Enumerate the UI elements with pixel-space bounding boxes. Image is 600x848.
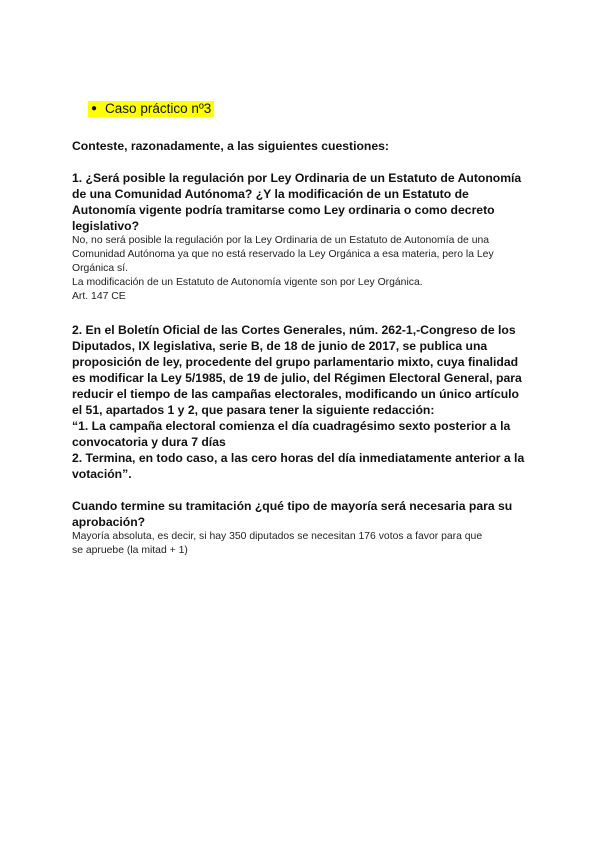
q1-line: Autonomía vigente podría tramitarse como Ley ordinaria o como decreto — [72, 203, 495, 217]
q1-answer-line: No, no será posible la regulación por la Ley Ordinaria de un Estatuto de Autonomía de una — [72, 235, 490, 246]
q1-line: de una Comunidad Autónoma? ¿Y la modificación de un Estatuto de — [72, 187, 469, 201]
q2-line: 2. Termina, en todo caso, a las cero horas del día inmediatamente anterior a la — [72, 451, 525, 465]
q1-line: legislativo? — [72, 219, 140, 233]
q1-answer-line: Comunidad Autónoma ya que no está reservado la Ley Orgánica a esa materia, pero la Ley — [72, 249, 494, 260]
q1-answer-line: La modificación de un Estatuto de Autonomía vigente son por Ley Orgánica. — [72, 277, 423, 288]
q3-line: Cuando termine su tramitación ¿qué tipo de mayoría será necesaria para su — [72, 499, 513, 513]
q3-answer-line: se apruebe (la mitad + 1) — [72, 545, 188, 556]
q2-line: es modificar la Ley 5/1985, de 19 de julio, del Régimen Electoral General, para — [72, 371, 522, 385]
heading-highlight — [88, 101, 214, 117]
heading-bullet-item — [88, 101, 214, 117]
heading-title: Caso práctico nº3 — [105, 101, 212, 116]
question-3 — [72, 498, 540, 558]
question-1 — [72, 170, 540, 304]
q2-line: votación”. — [72, 467, 132, 481]
question-2 — [72, 322, 540, 482]
q2-line: proposición de ley, procedente del grupo parlamentario mixto, cuya finalidad — [72, 355, 519, 369]
q2-line: 2. En el Boletín Oficial de las Cortes Generales, núm. 262-1,-Congreso de los — [72, 323, 516, 337]
q3-line: aprobación? — [72, 515, 146, 529]
q2-line: “1. La campaña electoral comienza el día cuadragésimo sexto posterior a la — [72, 419, 511, 433]
q1-line: 1. ¿Será posible la regulación por Ley Ordinaria de un Estatuto de Autonomía — [72, 171, 522, 185]
q1-answer-line: Orgánica sí. — [72, 263, 129, 274]
q2-line: el 51, apartados 1 y 2, que pasara tener la siguiente redacción: — [72, 403, 435, 417]
q2-line: convocatoria y dura 7 días — [72, 435, 226, 449]
intro-text — [72, 138, 540, 154]
intro-line: Conteste, razonadamente, a las siguientes cuestiones: — [72, 139, 389, 153]
q2-line: Diputados, IX legislativa, serie B, de 18 de junio de 2017, se publica una — [72, 339, 488, 353]
q2-line: reducir el tiempo de las campañas electorales, modificando un único artículo — [72, 387, 519, 401]
bullet-icon: ● — [91, 103, 98, 114]
q3-answer-line: Mayoría absoluta, es decir, si hay 350 diputados se necesitan 176 votos a favor para que — [72, 531, 483, 542]
q1-answer-line: Art. 147 CE — [72, 291, 126, 302]
